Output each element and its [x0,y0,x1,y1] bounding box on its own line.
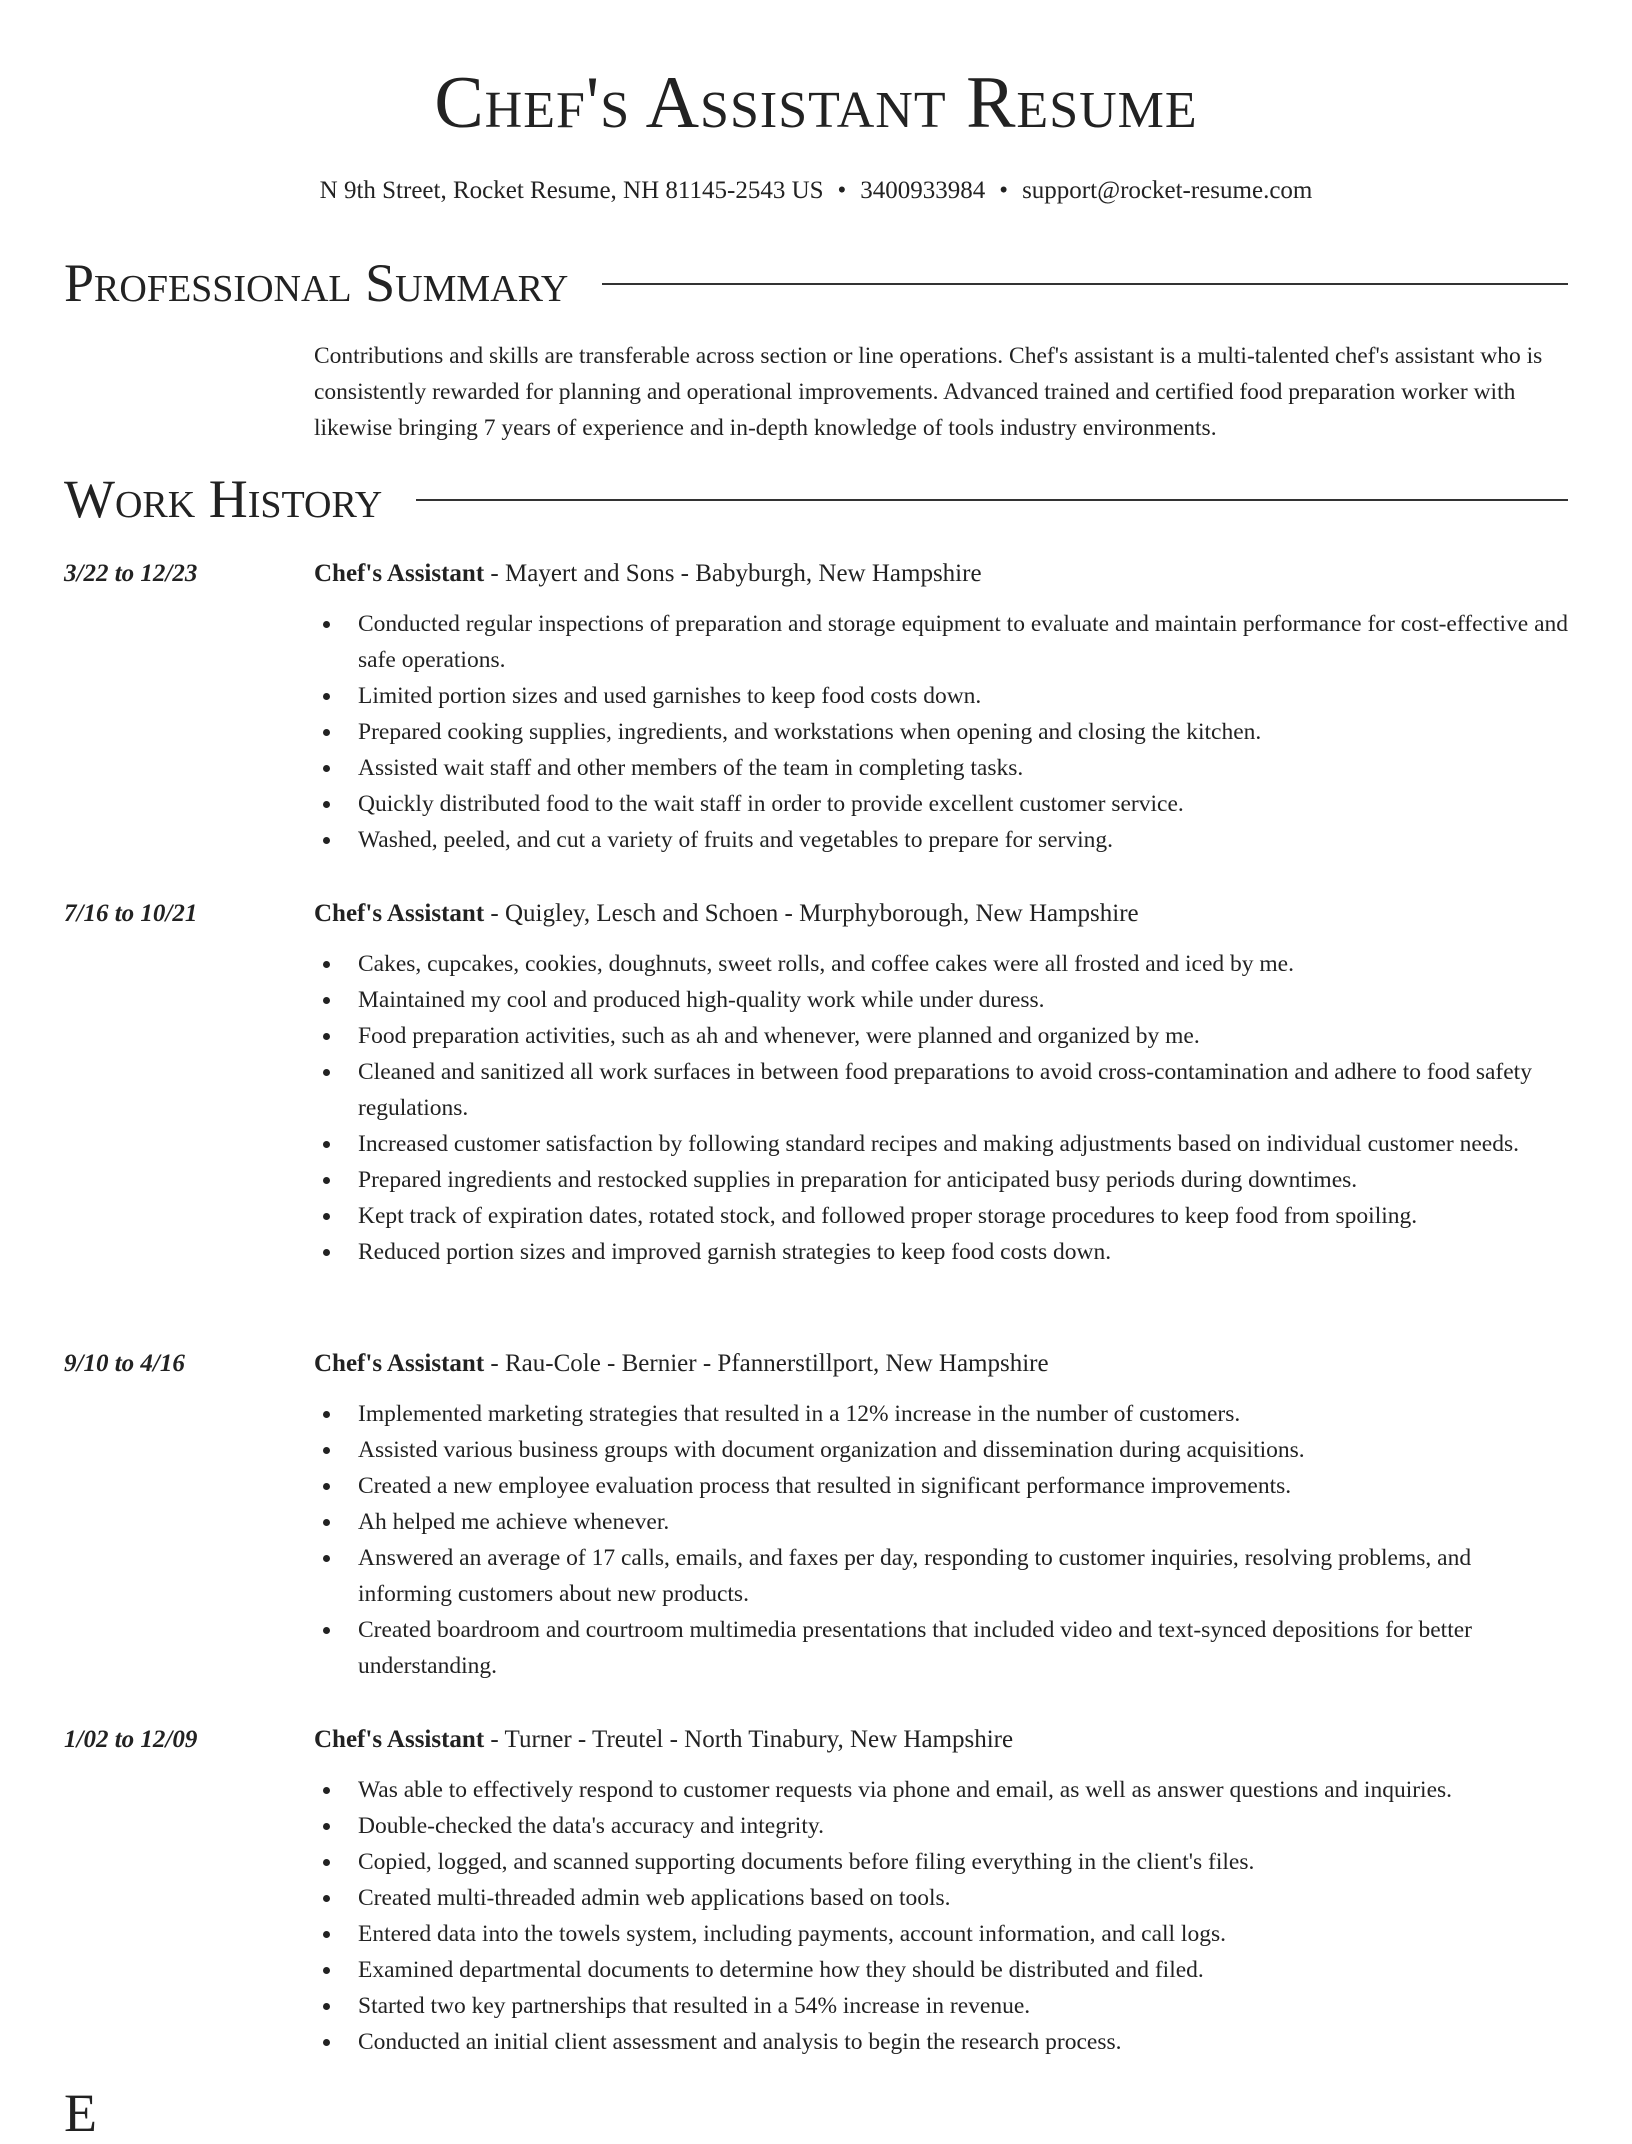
contact-address: N 9th Street, Rocket Resume, NH 81145-2543 US [319,177,824,204]
section-header-summary [64,252,1568,314]
job-bullet: Cakes, cupcakes, cookies, doughnuts, sweet rolls, and coffee cakes were all frosted and iced by me. [358,946,1570,982]
job-bullet: Assisted various business groups with document organization and dissemination during acquisitions. [358,1432,1570,1468]
section-divider [602,283,1568,285]
job-employer: - Mayert and Sons - Babyburgh, New Hampshire [484,560,982,587]
resume-title: Chef's Assistant Resume [434,62,1198,144]
job-bullet: Food preparation activities, such as ah and whenever, were planned and organized by me. [358,1018,1570,1054]
job-bullets [314,606,1570,858]
job-bullet: Limited portion sizes and used garnishes to keep food costs down. [358,678,1570,714]
contact-phone: 3400933984 [860,177,986,204]
section-title-summary: Professional Summary [64,253,569,313]
job-bullet: Prepared cooking supplies, ingredients, and workstations when opening and closing the kitchen. [358,714,1570,750]
job-bullets [314,1772,1570,2060]
job-bullet: Ah helped me achieve whenever. [358,1504,1570,1540]
section-header-work [64,468,1568,530]
job-bullet: Cleaned and sanitized all work surfaces in between food preparations to avoid cross-contamination and adhere to food safety regulations. [358,1054,1570,1126]
job-heading [314,1722,1570,1758]
summary-text: Contributions and skills are transferable across section or line operations. Chef's assistant is a multi-talented chef's assistant who is consistently rewarded for planning and operational improvements. Advanced trained and certified food preparation worker with likewise bringing 7 years of experience and in-depth knowledge of tools industry environments. [314,343,1543,441]
job-bullet: Answered an average of 17 calls, emails, and faxes per day, responding to customer inquiries, resolving problems, and informing customers about new products. [358,1540,1570,1612]
job-bullet: Entered data into the towels system, including payments, account information, and call logs. [358,1916,1570,1952]
job-bullets [314,1396,1570,1684]
job-role: Chef's Assistant [314,900,485,927]
job-role: Chef's Assistant [314,560,485,587]
job-bullet: Double-checked the data's accuracy and integrity. [358,1808,1570,1844]
job-heading [314,556,1570,592]
job-bullet: Examined departmental documents to determine how they should be distributed and filed. [358,1952,1570,1988]
job-role: Chef's Assistant [314,1726,485,1753]
job-dates: 7/16 to 10/21 [64,900,198,927]
job-bullet: Conducted regular inspections of preparation and storage equipment to evaluate and maintain performance for cost-effective and safe operations. [358,606,1570,678]
section-divider [416,499,1568,501]
job-bullet: Washed, peeled, and cut a variety of fruits and vegetables to prepare for serving. [358,822,1570,858]
job-heading [314,896,1570,932]
job-bullet: Started two key partnerships that resulted in a 54% increase in revenue. [358,1988,1570,2024]
job-entry [64,896,1570,1270]
job-entry [64,556,1570,858]
job-bullet: Created a new employee evaluation process that resulted in significant performance improvements. [358,1468,1570,1504]
job-employer: - Rau-Cole - Bernier - Pfannerstillport, New Hampshire [484,1350,1049,1377]
job-bullet: Quickly distributed food to the wait staff in order to provide excellent customer service. [358,786,1570,822]
job-dates: 9/10 to 4/16 [64,1350,185,1377]
job-bullet: Created multi-threaded admin web applications based on tools. [358,1880,1570,1916]
job-entry [64,1722,1570,2060]
contact-separator: • [837,177,847,204]
job-bullet: Assisted wait staff and other members of the team in completing tasks. [358,750,1570,786]
job-bullet: Copied, logged, and scanned supporting documents before filing everything in the client's files. [358,1844,1570,1880]
job-bullet: Implemented marketing strategies that resulted in a 12% increase in the number of customers. [358,1396,1570,1432]
job-dates: 3/22 to 12/23 [64,560,198,587]
section-title-work: Work History [64,469,383,529]
job-entry [64,1346,1570,1684]
job-bullet: Created boardroom and courtroom multimedia presentations that included video and text-synced depositions for better understanding. [358,1612,1570,1684]
job-employer: - Turner - Treutel - North Tinabury, New Hampshire [484,1726,1014,1753]
job-bullet: Reduced portion sizes and improved garnish strategies to keep food costs down. [358,1234,1570,1270]
job-bullet: Was able to effectively respond to customer requests via phone and email, as well as answer questions and inquiries. [358,1772,1570,1808]
job-bullets [314,946,1570,1270]
section-title-next: E [64,2083,97,2143]
job-bullet: Prepared ingredients and restocked supplies in preparation for anticipated busy periods during downtimes. [358,1162,1570,1198]
contact-email: support@rocket-resume.com [1022,177,1313,204]
job-heading [314,1346,1570,1382]
job-employer: - Quigley, Lesch and Schoen - Murphyborough, New Hampshire [484,900,1139,927]
job-bullet: Maintained my cool and produced high-quality work while under duress. [358,982,1570,1018]
job-bullet: Conducted an initial client assessment and analysis to begin the research process. [358,2024,1570,2060]
job-dates: 1/02 to 12/09 [64,1726,198,1753]
job-role: Chef's Assistant [314,1350,485,1377]
contact-separator: • [999,177,1009,204]
job-bullet: Increased customer satisfaction by following standard recipes and making adjustments based on individual customer needs. [358,1126,1570,1162]
job-bullet: Kept track of expiration dates, rotated stock, and followed proper storage procedures to keep food from spoiling. [358,1198,1570,1234]
contact-line [0,175,1632,207]
